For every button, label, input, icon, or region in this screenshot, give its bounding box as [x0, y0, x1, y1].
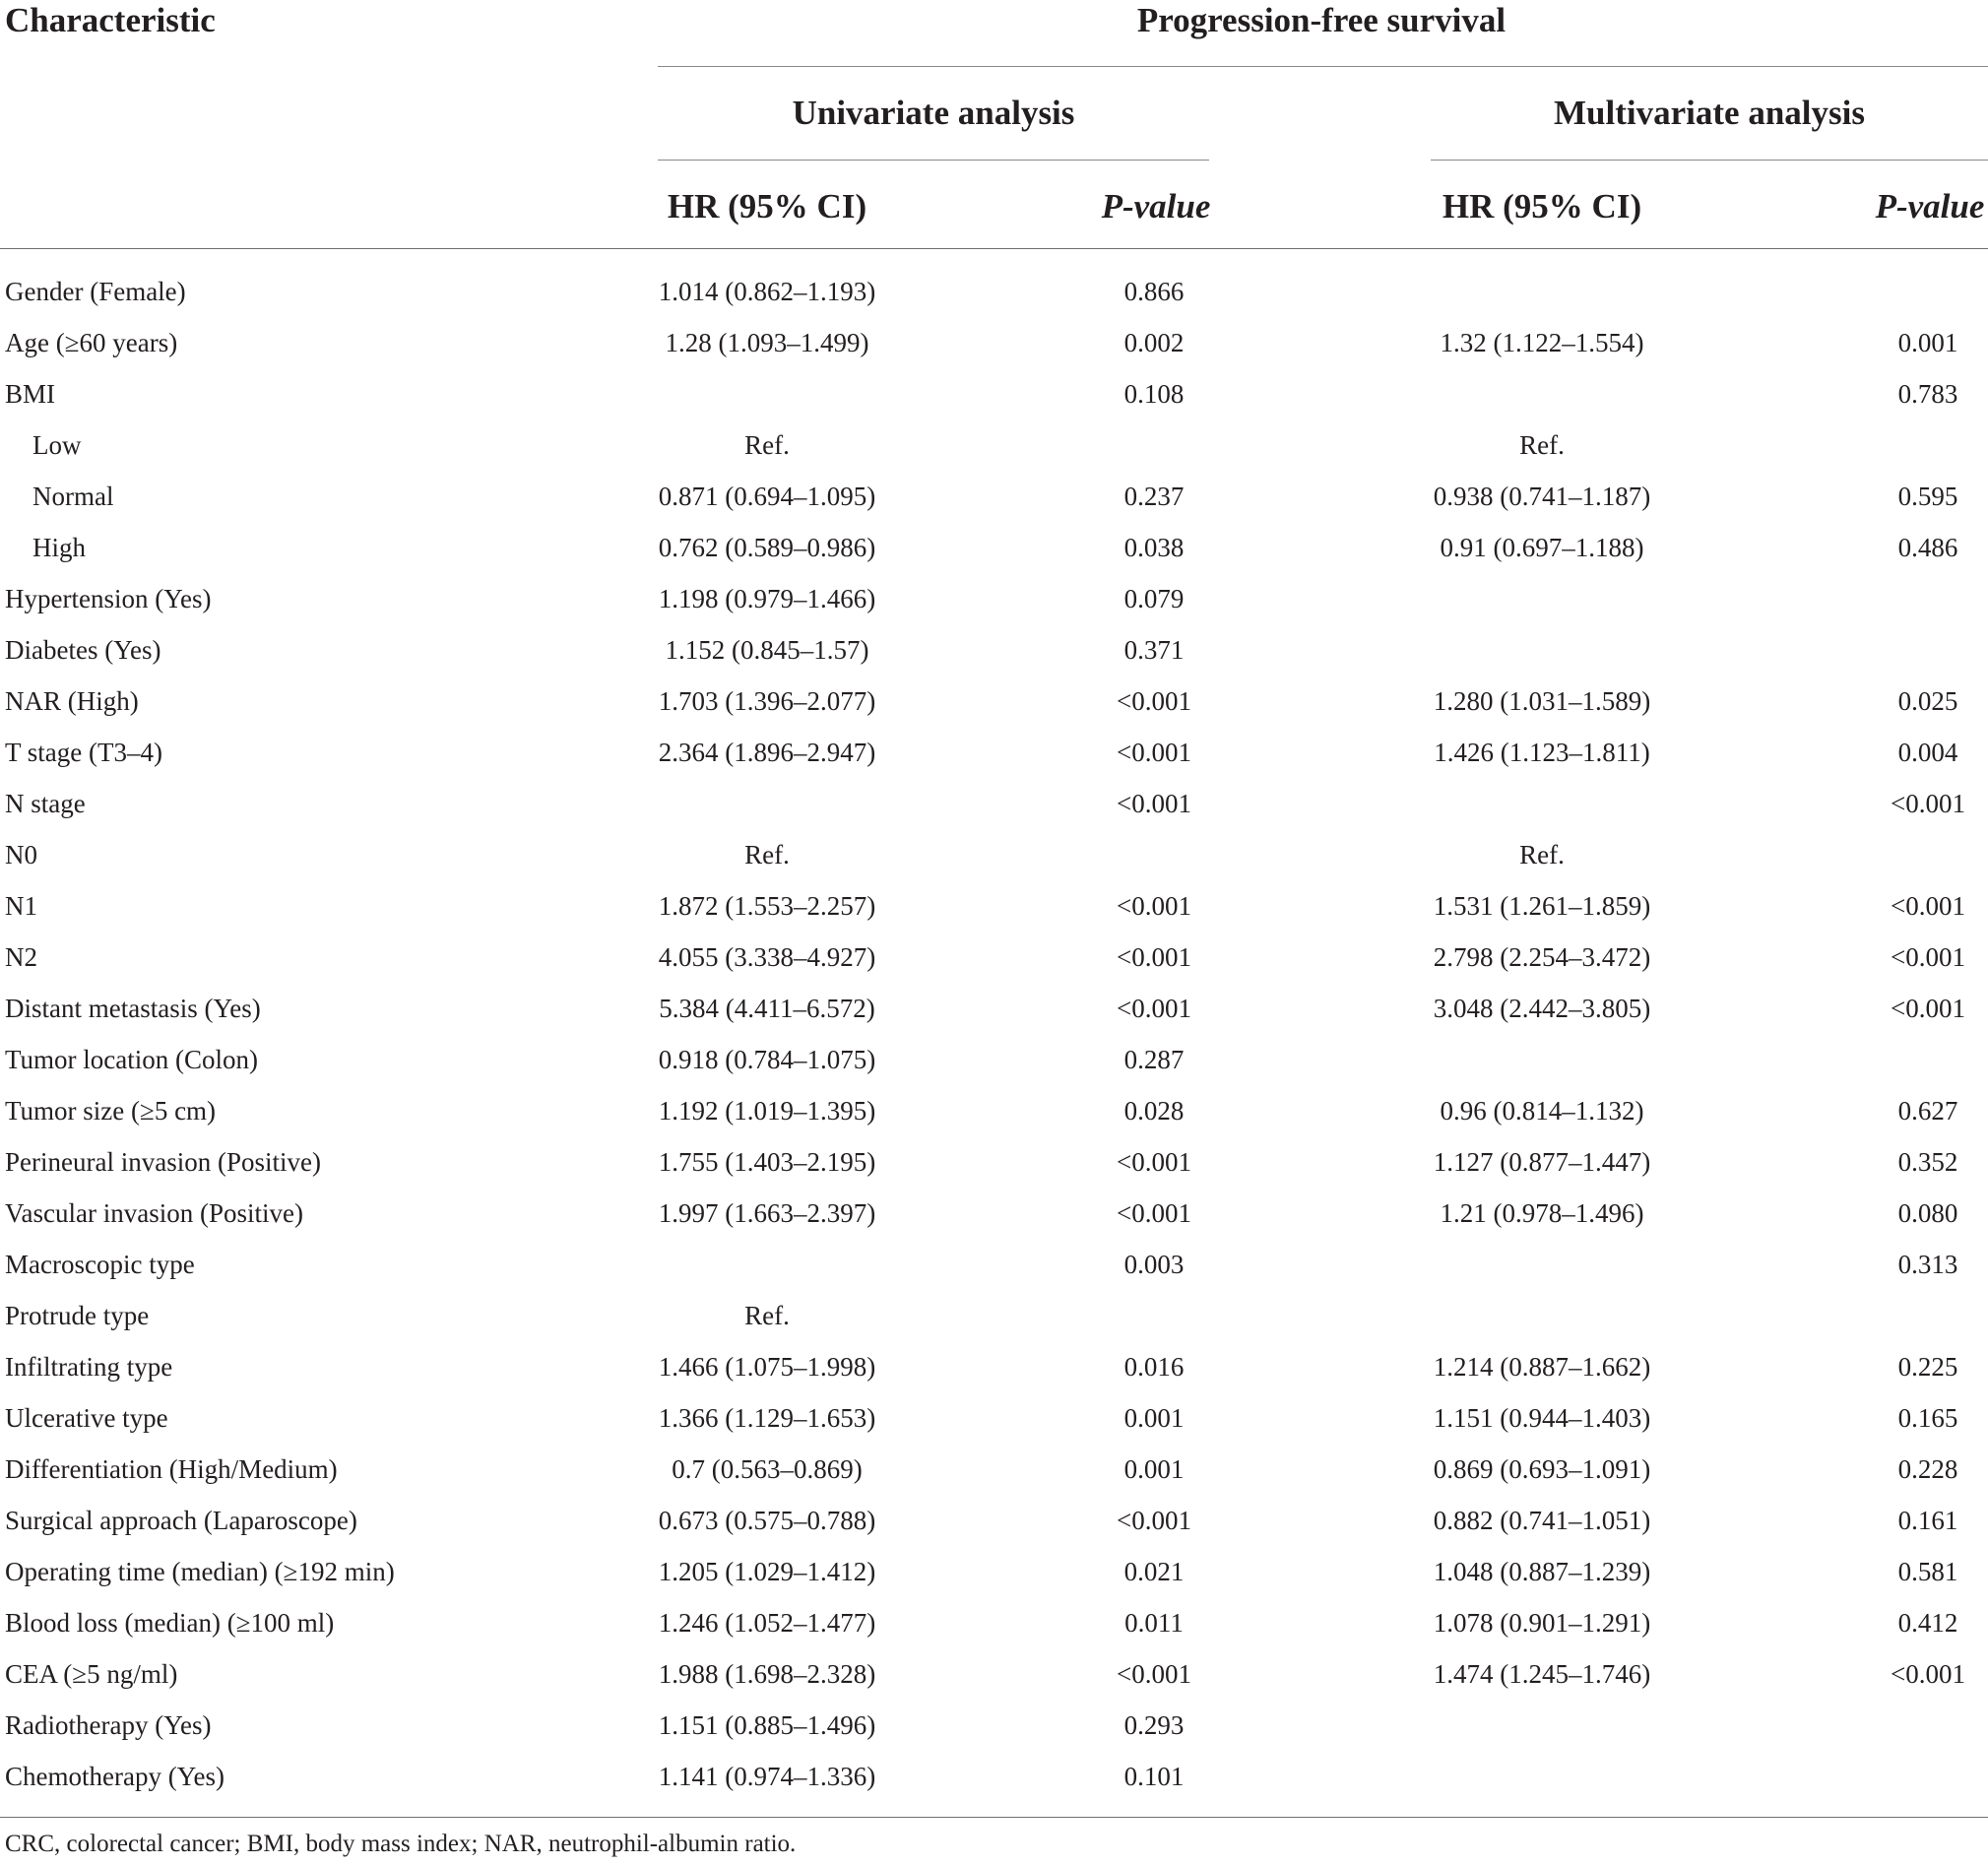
multi-hr-cell: 0.869 (0.693–1.091) [1433, 1454, 1651, 1484]
multi-pvalue-cell: 0.080 [1897, 1198, 1958, 1228]
multi-hr-cell: 0.91 (0.697–1.188) [1440, 533, 1644, 562]
uni-pvalue-cell: 0.028 [1123, 1096, 1185, 1126]
uni-pvalue-cell: 0.371 [1123, 635, 1185, 665]
group-header-rule [658, 66, 1988, 67]
row-label: Low [32, 430, 82, 460]
uni-hr-cell: Ref. [744, 1301, 790, 1330]
row-label: Surgical approach (Laparoscope) [5, 1506, 357, 1535]
row-label: Operating time (median) (≥192 min) [5, 1557, 395, 1586]
uni-pvalue-cell: 0.101 [1123, 1762, 1185, 1791]
multi-pvalue-cell: 0.783 [1897, 379, 1958, 409]
uni-pvalue-cell: <0.001 [1117, 686, 1191, 716]
multi-pvalue-cell: 0.225 [1897, 1352, 1958, 1382]
multi-pvalue-cell: <0.001 [1891, 789, 1965, 818]
uni-pvalue-cell: 0.003 [1123, 1250, 1185, 1279]
multi-pvalue-cell: <0.001 [1891, 1659, 1965, 1689]
uni-hr-cell: 1.872 (1.553–2.257) [658, 891, 876, 921]
multi-pvalue-cell: 0.161 [1897, 1506, 1958, 1535]
uni-hr-cell: 0.7 (0.563–0.869) [672, 1454, 863, 1484]
multi-hr-cell: 1.048 (0.887–1.239) [1433, 1557, 1651, 1586]
uni-pvalue-cell: <0.001 [1117, 1198, 1191, 1228]
multi-pvalue-cell: 0.627 [1897, 1096, 1958, 1126]
multi-hr-cell: 0.882 (0.741–1.051) [1433, 1506, 1651, 1535]
multi-hr-cell: 1.32 (1.122–1.554) [1440, 328, 1644, 357]
row-label: BMI [5, 379, 56, 409]
table-footnote: CRC, colorectal cancer; BMI, body mass index; NAR, neutrophil-albumin ratio. [5, 1831, 797, 1857]
multi-hr-cell: 1.426 (1.123–1.811) [1434, 738, 1650, 767]
multi-hr-cell: 1.531 (1.261–1.859) [1433, 891, 1651, 921]
uni-pvalue-cell: 0.001 [1123, 1403, 1185, 1433]
uni-hr-cell: 4.055 (3.338–4.927) [658, 942, 876, 972]
multi-pvalue-header: P-value [1875, 187, 1985, 225]
multi-pvalue-cell: 0.486 [1897, 533, 1958, 562]
row-label: Distant metastasis (Yes) [5, 994, 261, 1023]
multi-hr-cell: 1.474 (1.245–1.746) [1433, 1659, 1651, 1689]
table-bottom-rule [0, 1817, 1988, 1818]
uni-hr-cell: 1.192 (1.019–1.395) [658, 1096, 876, 1126]
row-label: NAR (High) [5, 686, 139, 716]
row-label: Tumor location (Colon) [5, 1045, 259, 1074]
uni-hr-cell: Ref. [744, 430, 790, 460]
row-label: Macroscopic type [5, 1250, 195, 1279]
row-label: Diabetes (Yes) [5, 635, 161, 665]
uni-pvalue-cell: <0.001 [1117, 942, 1191, 972]
multi-hr-cell: 1.214 (0.887–1.662) [1433, 1352, 1651, 1382]
uni-hr-cell: 5.384 (4.411–6.572) [659, 994, 875, 1023]
row-label: Protrude type [5, 1301, 150, 1330]
uni-pvalue-cell: 0.002 [1123, 328, 1185, 357]
uni-pvalue-cell: 0.287 [1123, 1045, 1185, 1074]
multi-pvalue-cell: 0.004 [1897, 738, 1958, 767]
uni-hr-cell: 2.364 (1.896–2.947) [658, 738, 876, 767]
multi-hr-cell: 0.938 (0.741–1.187) [1433, 482, 1651, 511]
row-label: N2 [5, 942, 37, 972]
uni-hr-cell: 1.28 (1.093–1.499) [665, 328, 869, 357]
multi-hr-cell: 0.96 (0.814–1.132) [1440, 1096, 1644, 1126]
row-label: Age (≥60 years) [5, 328, 178, 357]
univariate-header: Univariate analysis [792, 94, 1075, 132]
multi-pvalue-cell: <0.001 [1891, 942, 1965, 972]
uni-pvalue-cell: 0.021 [1123, 1557, 1185, 1586]
multi-pvalue-cell: 0.313 [1897, 1250, 1958, 1279]
multi-pvalue-cell: 0.025 [1897, 686, 1958, 716]
uni-pvalue-cell: <0.001 [1117, 789, 1191, 818]
uni-pvalue-cell: 0.016 [1123, 1352, 1185, 1382]
header-bottom-rule [0, 248, 1988, 249]
row-label: Normal [32, 482, 114, 511]
row-label: N1 [5, 891, 37, 921]
uni-hr-cell: Ref. [744, 840, 790, 869]
uni-pvalue-header: P-value [1101, 187, 1211, 225]
uni-pvalue-cell: <0.001 [1117, 994, 1191, 1023]
uni-hr-cell: 1.205 (1.029–1.412) [658, 1557, 876, 1586]
uni-pvalue-cell: 0.108 [1123, 379, 1185, 409]
multi-hr-cell: 3.048 (2.442–3.805) [1433, 994, 1651, 1023]
multi-pvalue-cell: 0.412 [1897, 1608, 1958, 1638]
pfs-group-header: Progression-free survival [1136, 1, 1507, 39]
uni-pvalue-cell: 0.293 [1123, 1710, 1185, 1740]
row-label: Vascular invasion (Positive) [5, 1198, 303, 1228]
row-label: Infiltrating type [5, 1352, 173, 1382]
multi-hr-cell: Ref. [1519, 840, 1565, 869]
multi-hr-cell: 1.151 (0.944–1.403) [1433, 1403, 1651, 1433]
multi-hr-cell: 1.127 (0.877–1.447) [1433, 1147, 1651, 1177]
uni-pvalue-cell: <0.001 [1117, 1147, 1191, 1177]
uni-hr-cell: 1.152 (0.845–1.57) [665, 635, 869, 665]
row-label: N stage [5, 789, 86, 818]
multi-pvalue-cell: 0.228 [1897, 1454, 1958, 1484]
multi-hr-header: HR (95% CI) [1442, 187, 1642, 225]
uni-pvalue-cell: 0.011 [1124, 1608, 1184, 1638]
multi-hr-cell: 1.280 (1.031–1.589) [1433, 686, 1651, 716]
uni-pvalue-cell: <0.001 [1117, 891, 1191, 921]
row-label: High [32, 533, 86, 562]
multivariate-header-rule [1431, 160, 1988, 161]
uni-hr-cell: 1.151 (0.885–1.496) [658, 1710, 876, 1740]
row-label: Perineural invasion (Positive) [5, 1147, 321, 1177]
multi-pvalue-cell: <0.001 [1891, 891, 1965, 921]
uni-hr-cell: 1.246 (1.052–1.477) [658, 1608, 876, 1638]
row-label: CEA (≥5 ng/ml) [5, 1659, 178, 1689]
uni-hr-cell: 0.762 (0.589–0.986) [658, 533, 876, 562]
multi-pvalue-cell: 0.581 [1897, 1557, 1958, 1586]
row-label: Blood loss (median) (≥100 ml) [5, 1608, 335, 1638]
row-label: Ulcerative type [5, 1403, 168, 1433]
uni-pvalue-cell: 0.001 [1123, 1454, 1185, 1484]
multi-hr-cell: 1.078 (0.901–1.291) [1433, 1608, 1651, 1638]
row-label: T stage (T3–4) [5, 738, 162, 767]
uni-hr-cell: 1.988 (1.698–2.328) [658, 1659, 876, 1689]
uni-hr-cell: 0.673 (0.575–0.788) [658, 1506, 876, 1535]
multi-pvalue-cell: <0.001 [1891, 994, 1965, 1023]
row-label: N0 [5, 840, 37, 869]
uni-hr-cell: 1.366 (1.129–1.653) [658, 1403, 876, 1433]
uni-pvalue-cell: 0.866 [1123, 277, 1185, 306]
row-label: Radiotherapy (Yes) [5, 1710, 212, 1740]
uni-pvalue-cell: <0.001 [1117, 738, 1191, 767]
uni-pvalue-cell: <0.001 [1117, 1506, 1191, 1535]
uni-hr-cell: 1.141 (0.974–1.336) [658, 1762, 876, 1791]
uni-hr-cell: 0.871 (0.694–1.095) [658, 482, 876, 511]
row-label: Gender (Female) [5, 277, 186, 306]
row-label: Chemotherapy (Yes) [5, 1762, 224, 1791]
row-label: Tumor size (≥5 cm) [5, 1096, 217, 1126]
multivariate-header: Multivariate analysis [1554, 94, 1865, 132]
univariate-header-rule [658, 160, 1209, 161]
characteristic-header: Characteristic [5, 1, 216, 39]
row-label: Hypertension (Yes) [5, 584, 212, 613]
uni-hr-cell: 1.997 (1.663–2.397) [658, 1198, 876, 1228]
multi-pvalue-cell: 0.595 [1897, 482, 1958, 511]
uni-hr-cell: 1.755 (1.403–2.195) [658, 1147, 876, 1177]
multi-hr-cell: Ref. [1519, 430, 1565, 460]
uni-hr-cell: 1.014 (0.862–1.193) [658, 277, 876, 306]
multi-hr-cell: 1.21 (0.978–1.496) [1440, 1198, 1644, 1228]
uni-pvalue-cell: 0.038 [1123, 533, 1185, 562]
multi-pvalue-cell: 0.165 [1897, 1403, 1958, 1433]
multi-pvalue-cell: 0.352 [1897, 1147, 1958, 1177]
uni-hr-cell: 1.198 (0.979–1.466) [658, 584, 876, 613]
multi-hr-cell: 2.798 (2.254–3.472) [1433, 942, 1651, 972]
uni-pvalue-cell: 0.079 [1123, 584, 1185, 613]
uni-pvalue-cell: <0.001 [1117, 1659, 1191, 1689]
uni-hr-header: HR (95% CI) [667, 187, 867, 225]
uni-hr-cell: 1.703 (1.396–2.077) [658, 686, 876, 716]
multi-pvalue-cell: 0.001 [1897, 328, 1958, 357]
uni-pvalue-cell: 0.237 [1123, 482, 1185, 511]
row-label: Differentiation (High/Medium) [5, 1454, 338, 1484]
uni-hr-cell: 0.918 (0.784–1.075) [658, 1045, 876, 1074]
uni-hr-cell: 1.466 (1.075–1.998) [658, 1352, 876, 1382]
